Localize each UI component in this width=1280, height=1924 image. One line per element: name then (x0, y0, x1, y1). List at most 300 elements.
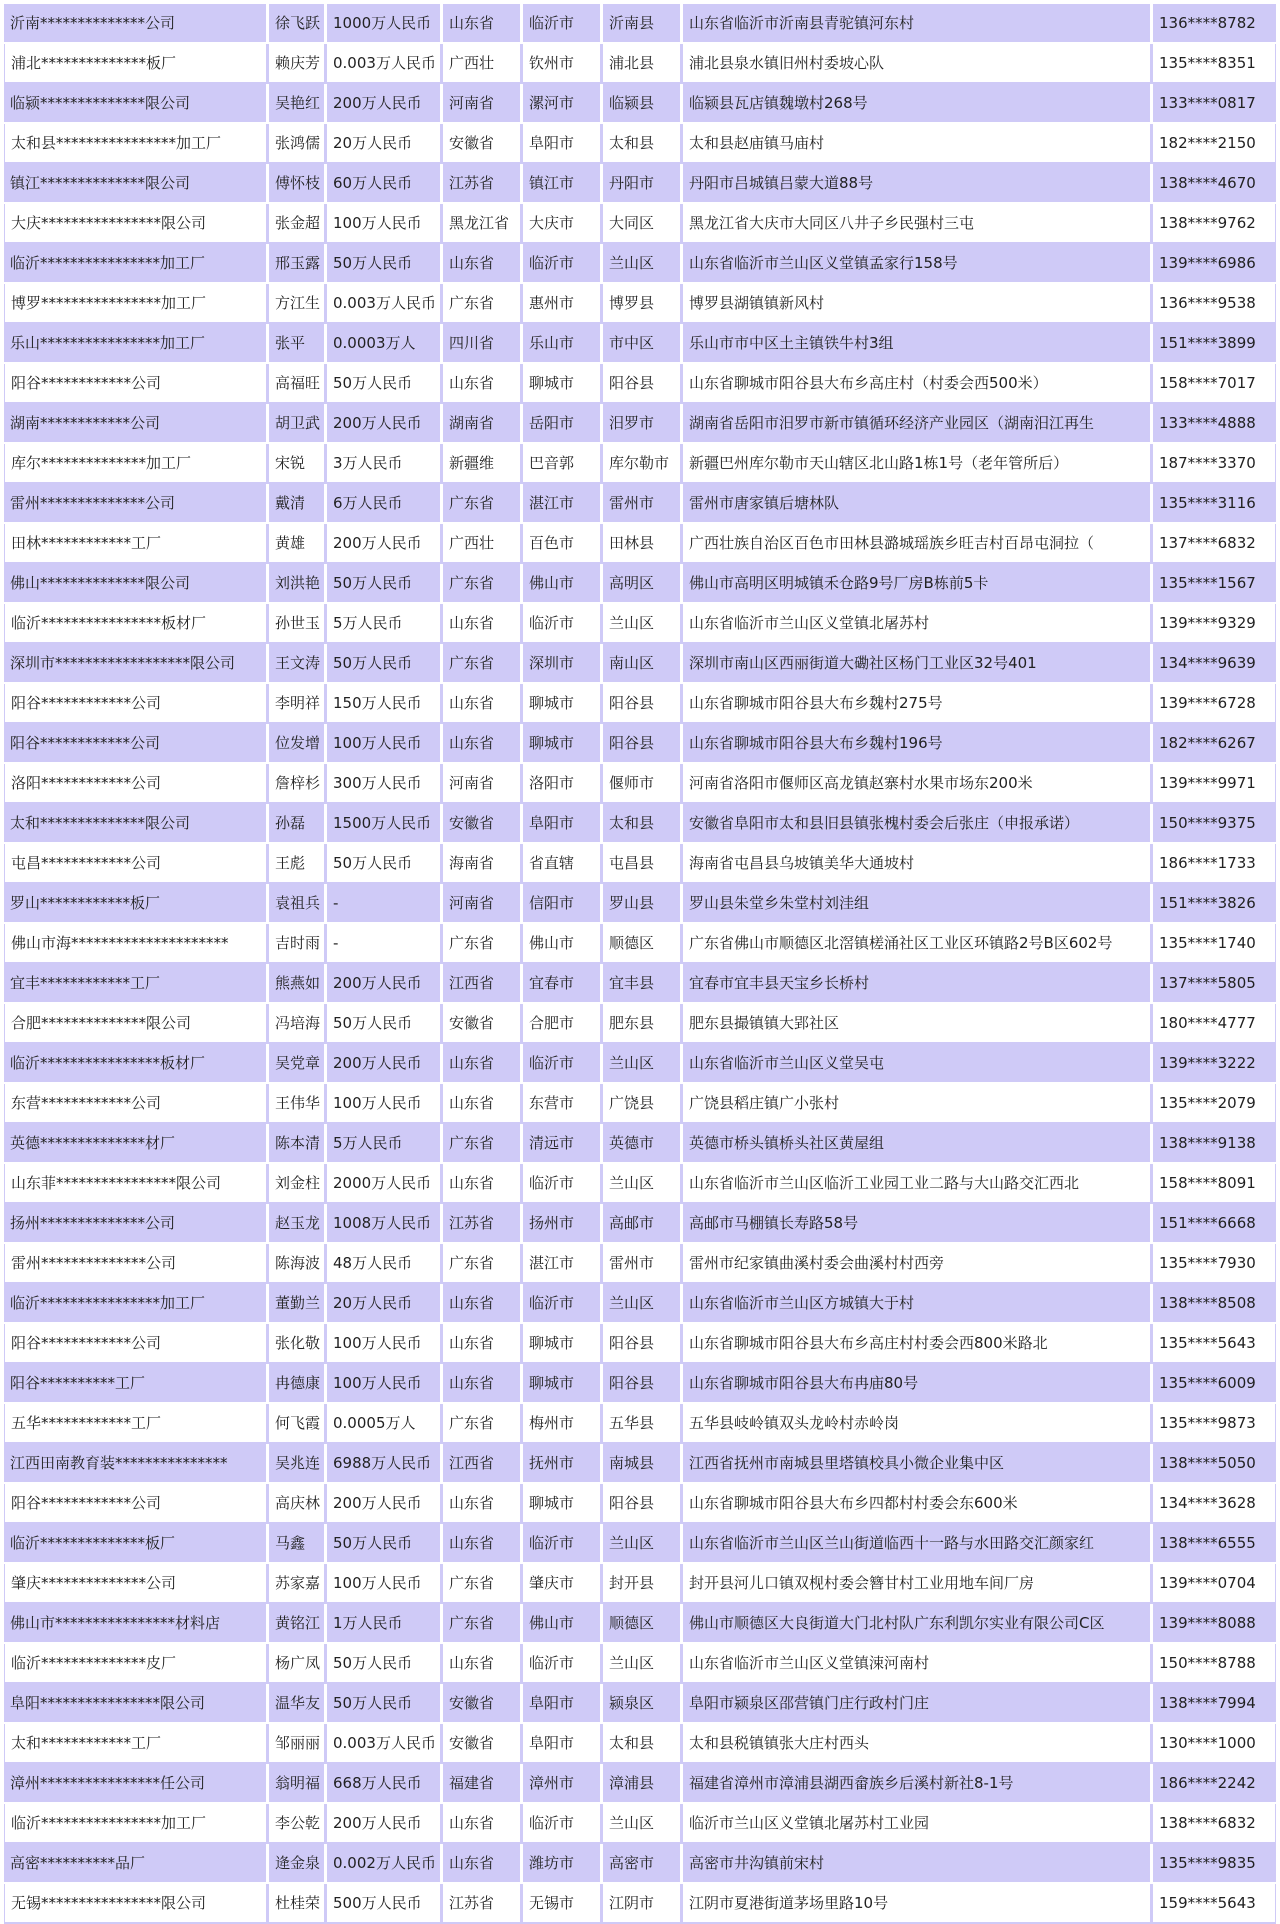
address-cell: 山东省聊城市阳谷县大布乡高庄村（村委会西500米） (680, 364, 1150, 404)
address-cell: 临颍县瓦店镇魏墩村268号 (680, 84, 1150, 124)
city-cell: 临沂市 (520, 604, 600, 644)
registered-capital-cell: 100万人民币 (324, 1084, 440, 1124)
table-row (4, 764, 1276, 804)
phone-cell: 136****8782 (1150, 4, 1276, 44)
address-cell: 山东省聊城市阳谷县大布乡高庄村村委会西800米路北 (680, 1324, 1150, 1364)
table-row (4, 404, 1276, 444)
contact-name-cell: 陈本清 (266, 1124, 324, 1164)
city-cell: 无锡市 (520, 1884, 600, 1924)
registered-capital-cell: 6988万人民币 (324, 1444, 440, 1484)
contact-name-cell: 方江生 (266, 284, 324, 324)
province-cell: 安徽省 (440, 804, 520, 844)
table-row (4, 1444, 1276, 1484)
table-row (4, 1124, 1276, 1164)
province-cell: 河南省 (440, 764, 520, 804)
contact-name-cell: 吉时雨 (266, 924, 324, 964)
address-cell: 高密市井沟镇前宋村 (680, 1844, 1150, 1884)
phone-cell: 139****6986 (1150, 244, 1276, 284)
contact-name-cell: 董勤兰 (266, 1284, 324, 1324)
district-cell: 雷州市 (600, 1244, 680, 1284)
company-name-cell: 临颍**************限公司 (4, 84, 266, 124)
district-cell: 兰山区 (600, 1164, 680, 1204)
contact-name-cell: 邹丽丽 (266, 1724, 324, 1764)
phone-cell: 139****9971 (1150, 764, 1276, 804)
contact-name-cell: 徐飞跃 (266, 4, 324, 44)
contact-name-cell: 吴兆连 (266, 1444, 324, 1484)
city-cell: 深圳市 (520, 644, 600, 684)
registered-capital-cell: 1万人民币 (324, 1604, 440, 1644)
district-cell: 沂南县 (600, 4, 680, 44)
phone-cell: 135****6009 (1150, 1364, 1276, 1404)
contact-name-cell: 刘洪艳 (266, 564, 324, 604)
district-cell: 漳浦县 (600, 1764, 680, 1804)
company-name-cell: 合肥**************限公司 (4, 1004, 266, 1044)
registered-capital-cell: 300万人民币 (324, 764, 440, 804)
company-name-cell: 洛阳************公司 (4, 764, 266, 804)
contact-name-cell: 袁祖兵 (266, 884, 324, 924)
province-cell: 广东省 (440, 1604, 520, 1644)
province-cell: 山东省 (440, 4, 520, 44)
address-cell: 广东省佛山市顺德区北滘镇槎涌社区工业区环镇路2号B区602号 (680, 924, 1150, 964)
company-name-cell: 佛山市****************材料店 (4, 1604, 266, 1644)
city-cell: 阜阳市 (520, 1724, 600, 1764)
city-cell: 湛江市 (520, 1244, 600, 1284)
district-cell: 雷州市 (600, 484, 680, 524)
address-cell: 广西壮族自治区百色市田林县潞城瑶族乡旺吉村百昂屯洞拉（ (680, 524, 1150, 564)
company-name-cell: 五华************工厂 (4, 1404, 266, 1444)
city-cell: 清远市 (520, 1124, 600, 1164)
province-cell: 山东省 (440, 244, 520, 284)
registered-capital-cell: 50万人民币 (324, 244, 440, 284)
province-cell: 山东省 (440, 1164, 520, 1204)
city-cell: 临沂市 (520, 1524, 600, 1564)
table-row (4, 724, 1276, 764)
district-cell: 顺德区 (600, 924, 680, 964)
registered-capital-cell: 200万人民币 (324, 404, 440, 444)
address-cell: 山东省临沂市兰山区方城镇大于村 (680, 1284, 1150, 1324)
company-name-cell: 东营************公司 (4, 1084, 266, 1124)
table-row (4, 844, 1276, 884)
address-cell: 宜春市宜丰县天宝乡长桥村 (680, 964, 1150, 1004)
table-row (4, 1484, 1276, 1524)
company-name-cell: 山东菲****************限公司 (4, 1164, 266, 1204)
phone-cell: 133****4888 (1150, 404, 1276, 444)
registered-capital-cell: 1000万人民币 (324, 4, 440, 44)
province-cell: 山东省 (440, 604, 520, 644)
district-cell: 兰山区 (600, 1644, 680, 1684)
registered-capital-cell: 200万人民币 (324, 1484, 440, 1524)
contact-name-cell: 何飞霞 (266, 1404, 324, 1444)
table-row (4, 364, 1276, 404)
city-cell: 惠州市 (520, 284, 600, 324)
phone-cell: 134****3628 (1150, 1484, 1276, 1524)
phone-cell: 182****6267 (1150, 724, 1276, 764)
contact-name-cell: 戴清 (266, 484, 324, 524)
contact-name-cell: 胡卫武 (266, 404, 324, 444)
phone-cell: 182****2150 (1150, 124, 1276, 164)
province-cell: 黑龙江省 (440, 204, 520, 244)
table-row (4, 1164, 1276, 1204)
company-name-cell: 大庆****************限公司 (4, 204, 266, 244)
district-cell: 博罗县 (600, 284, 680, 324)
registered-capital-cell: 50万人民币 (324, 844, 440, 884)
city-cell: 聊城市 (520, 684, 600, 724)
district-cell: 南山区 (600, 644, 680, 684)
district-cell: 太和县 (600, 124, 680, 164)
contact-name-cell: 刘金柱 (266, 1164, 324, 1204)
city-cell: 临沂市 (520, 1044, 600, 1084)
city-cell: 佛山市 (520, 924, 600, 964)
province-cell: 广东省 (440, 924, 520, 964)
phone-cell: 133****0817 (1150, 84, 1276, 124)
phone-cell: 139****8088 (1150, 1604, 1276, 1644)
address-cell: 山东省临沂市兰山区临沂工业园工业二路与大山路交汇西北 (680, 1164, 1150, 1204)
contact-name-cell: 杜桂荣 (266, 1884, 324, 1924)
district-cell: 英德市 (600, 1124, 680, 1164)
table-row (4, 964, 1276, 1004)
contact-name-cell: 吴党章 (266, 1044, 324, 1084)
province-cell: 山东省 (440, 1044, 520, 1084)
registered-capital-cell: 100万人民币 (324, 1364, 440, 1404)
address-cell: 黑龙江省大庆市大同区八井子乡民强村三屯 (680, 204, 1150, 244)
district-cell: 浦北县 (600, 44, 680, 84)
city-cell: 临沂市 (520, 244, 600, 284)
phone-cell: 151****3826 (1150, 884, 1276, 924)
address-cell: 五华县岐岭镇双头龙岭村赤岭岗 (680, 1404, 1150, 1444)
district-cell: 兰山区 (600, 1804, 680, 1844)
contact-name-cell: 熊燕如 (266, 964, 324, 1004)
table-row (4, 564, 1276, 604)
city-cell: 东营市 (520, 1084, 600, 1124)
company-name-cell: 阳谷**********工厂 (4, 1364, 266, 1404)
address-cell: 高邮市马棚镇长寿路58号 (680, 1204, 1150, 1244)
contact-name-cell: 位发增 (266, 724, 324, 764)
address-cell: 福建省漳州市漳浦县湖西畲族乡后溪村新社8-1号 (680, 1764, 1150, 1804)
registered-capital-cell: 100万人民币 (324, 1324, 440, 1364)
company-name-cell: 阳谷************公司 (4, 1484, 266, 1524)
company-name-cell: 镇江**************限公司 (4, 164, 266, 204)
district-cell: 罗山县 (600, 884, 680, 924)
registered-capital-cell: 500万人民币 (324, 1884, 440, 1924)
contact-name-cell: 杨广凤 (266, 1644, 324, 1684)
district-cell: 兰山区 (600, 244, 680, 284)
registered-capital-cell: 0.0003万人 (324, 324, 440, 364)
district-cell: 阳谷县 (600, 1484, 680, 1524)
company-name-cell: 英德**************材厂 (4, 1124, 266, 1164)
contact-name-cell: 黄雄 (266, 524, 324, 564)
phone-cell: 135****9835 (1150, 1844, 1276, 1884)
company-name-cell: 罗山************板厂 (4, 884, 266, 924)
district-cell: 汨罗市 (600, 404, 680, 444)
contact-name-cell: 王彪 (266, 844, 324, 884)
table-row (4, 124, 1276, 164)
contact-name-cell: 孙世玉 (266, 604, 324, 644)
registered-capital-cell: 0.003万人民币 (324, 44, 440, 84)
contact-name-cell: 张金超 (266, 204, 324, 244)
city-cell: 漯河市 (520, 84, 600, 124)
phone-cell: 135****5643 (1150, 1324, 1276, 1364)
address-cell: 山东省临沂市兰山区义堂镇北屠苏村 (680, 604, 1150, 644)
city-cell: 洛阳市 (520, 764, 600, 804)
table-row (4, 284, 1276, 324)
contact-name-cell: 邢玉露 (266, 244, 324, 284)
contact-name-cell: 吴艳红 (266, 84, 324, 124)
phone-cell: 135****2079 (1150, 1084, 1276, 1124)
table-row (4, 1004, 1276, 1044)
phone-cell: 138****4670 (1150, 164, 1276, 204)
company-name-cell: 湖南************公司 (4, 404, 266, 444)
contact-name-cell: 赖庆芳 (266, 44, 324, 84)
table-row (4, 1084, 1276, 1124)
company-name-cell: 临沂****************板材厂 (4, 1044, 266, 1084)
registered-capital-cell: 50万人民币 (324, 564, 440, 604)
province-cell: 安徽省 (440, 1724, 520, 1764)
company-name-cell: 博罗****************加工厂 (4, 284, 266, 324)
registered-capital-cell: 200万人民币 (324, 1804, 440, 1844)
company-name-cell: 雷州**************公司 (4, 484, 266, 524)
contact-name-cell: 詹梓杉 (266, 764, 324, 804)
table-row (4, 804, 1276, 844)
registered-capital-cell: 6万人民币 (324, 484, 440, 524)
contact-name-cell: 李明祥 (266, 684, 324, 724)
address-cell: 河南省洛阳市偃师区高龙镇赵寨村水果市场东200米 (680, 764, 1150, 804)
address-cell: 佛山市顺德区大良街道大门北村队广东利凯尔实业有限公司C区 (680, 1604, 1150, 1644)
province-cell: 福建省 (440, 1764, 520, 1804)
province-cell: 广东省 (440, 484, 520, 524)
city-cell: 巴音郭 (520, 444, 600, 484)
address-cell: 山东省聊城市阳谷县大布冉庙80号 (680, 1364, 1150, 1404)
company-name-cell: 阳谷************公司 (4, 684, 266, 724)
city-cell: 镇江市 (520, 164, 600, 204)
province-cell: 广东省 (440, 1124, 520, 1164)
registered-capital-cell: 20万人民币 (324, 1284, 440, 1324)
company-name-cell: 临沂**************板厂 (4, 1524, 266, 1564)
table-row (4, 1844, 1276, 1884)
district-cell: 高密市 (600, 1844, 680, 1884)
company-name-cell: 库尔**************加工厂 (4, 444, 266, 484)
company-name-cell: 宜丰************工厂 (4, 964, 266, 1004)
district-cell: 田林县 (600, 524, 680, 564)
phone-cell: 150****8788 (1150, 1644, 1276, 1684)
phone-cell: 138****6555 (1150, 1524, 1276, 1564)
contact-name-cell: 宋锐 (266, 444, 324, 484)
company-name-cell: 阳谷************公司 (4, 1324, 266, 1364)
address-cell: 雷州市唐家镇后塘林队 (680, 484, 1150, 524)
province-cell: 广东省 (440, 284, 520, 324)
table-row (4, 1244, 1276, 1284)
phone-cell: 135****1740 (1150, 924, 1276, 964)
company-name-cell: 沂南**************公司 (4, 4, 266, 44)
district-cell: 临颍县 (600, 84, 680, 124)
address-cell: 佛山市高明区明城镇禾仓路9号厂房B栋前5卡 (680, 564, 1150, 604)
city-cell: 湛江市 (520, 484, 600, 524)
city-cell: 佛山市 (520, 564, 600, 604)
company-name-cell: 阳谷************公司 (4, 364, 266, 404)
company-name-cell: 阜阳****************限公司 (4, 1684, 266, 1724)
district-cell: 丹阳市 (600, 164, 680, 204)
table-row (4, 324, 1276, 364)
contact-name-cell: 陈海波 (266, 1244, 324, 1284)
province-cell: 河南省 (440, 884, 520, 924)
company-name-cell: 乐山****************加工厂 (4, 324, 266, 364)
table-row (4, 1884, 1276, 1924)
registered-capital-cell: 200万人民币 (324, 84, 440, 124)
company-name-cell: 高密**********品厂 (4, 1844, 266, 1884)
address-cell: 海南省屯昌县乌坡镇美华大通坡村 (680, 844, 1150, 884)
registered-capital-cell: 50万人民币 (324, 1684, 440, 1724)
address-cell: 临沂市兰山区义堂镇北屠苏村工业园 (680, 1804, 1150, 1844)
phone-cell: 134****9639 (1150, 644, 1276, 684)
province-cell: 江苏省 (440, 1884, 520, 1924)
registered-capital-cell: 1500万人民币 (324, 804, 440, 844)
company-name-cell: 佛山**************限公司 (4, 564, 266, 604)
province-cell: 山东省 (440, 364, 520, 404)
city-cell: 梅州市 (520, 1404, 600, 1444)
province-cell: 山东省 (440, 1284, 520, 1324)
city-cell: 漳州市 (520, 1764, 600, 1804)
phone-cell: 158****7017 (1150, 364, 1276, 404)
district-cell: 兰山区 (600, 1044, 680, 1084)
table-row (4, 484, 1276, 524)
district-cell: 偃师市 (600, 764, 680, 804)
province-cell: 广东省 (440, 1564, 520, 1604)
contact-name-cell: 逄金泉 (266, 1844, 324, 1884)
company-name-cell: 阳谷************公司 (4, 724, 266, 764)
city-cell: 临沂市 (520, 1644, 600, 1684)
phone-cell: 150****9375 (1150, 804, 1276, 844)
district-cell: 肥东县 (600, 1004, 680, 1044)
registered-capital-cell: 100万人民币 (324, 724, 440, 764)
contact-name-cell: 孙磊 (266, 804, 324, 844)
contact-name-cell: 高庆林 (266, 1484, 324, 1524)
company-name-cell: 雷州**************公司 (4, 1244, 266, 1284)
address-cell: 山东省临沂市兰山区义堂吴屯 (680, 1044, 1150, 1084)
province-cell: 安徽省 (440, 124, 520, 164)
address-cell: 山东省聊城市阳谷县大布乡魏村196号 (680, 724, 1150, 764)
city-cell: 信阳市 (520, 884, 600, 924)
phone-cell: 138****9762 (1150, 204, 1276, 244)
address-cell: 封开县河儿口镇双枧村委会簪甘村工业用地车间厂房 (680, 1564, 1150, 1604)
table-row (4, 604, 1276, 644)
address-cell: 太和县税镇镇张大庄村西头 (680, 1724, 1150, 1764)
table-row (4, 1724, 1276, 1764)
company-name-cell: 屯昌************公司 (4, 844, 266, 884)
phone-cell: 158****8091 (1150, 1164, 1276, 1204)
phone-cell: 138****5050 (1150, 1444, 1276, 1484)
phone-cell: 138****6832 (1150, 1804, 1276, 1844)
province-cell: 山东省 (440, 1484, 520, 1524)
province-cell: 广西壮 (440, 524, 520, 564)
province-cell: 山东省 (440, 1084, 520, 1124)
address-cell: 太和县赵庙镇马庙村 (680, 124, 1150, 164)
phone-cell: 187****3370 (1150, 444, 1276, 484)
province-cell: 山东省 (440, 684, 520, 724)
address-cell: 阜阳市颍泉区邵营镇门庄行政村门庄 (680, 1684, 1150, 1724)
city-cell: 宜春市 (520, 964, 600, 1004)
table-row (4, 4, 1276, 44)
district-cell: 阳谷县 (600, 1364, 680, 1404)
table-row (4, 444, 1276, 484)
phone-cell: 130****1000 (1150, 1724, 1276, 1764)
city-cell: 合肥市 (520, 1004, 600, 1044)
registered-capital-cell: 2000万人民币 (324, 1164, 440, 1204)
address-cell: 浦北县泉水镇旧州村委坡心队 (680, 44, 1150, 84)
registered-capital-cell: 0.0005万人 (324, 1404, 440, 1444)
city-cell: 聊城市 (520, 1364, 600, 1404)
table-row (4, 1604, 1276, 1644)
company-name-cell: 太和县****************加工厂 (4, 124, 266, 164)
table-row (4, 524, 1276, 564)
address-cell: 山东省聊城市阳谷县大布乡魏村275号 (680, 684, 1150, 724)
address-cell: 广饶县稻庄镇广小张村 (680, 1084, 1150, 1124)
phone-cell: 135****3116 (1150, 484, 1276, 524)
table-row (4, 1684, 1276, 1724)
province-cell: 广东省 (440, 1244, 520, 1284)
province-cell: 河南省 (440, 84, 520, 124)
registered-capital-cell: 200万人民币 (324, 1044, 440, 1084)
registered-capital-cell: 100万人民币 (324, 204, 440, 244)
district-cell: 顺德区 (600, 1604, 680, 1644)
phone-cell: 138****9138 (1150, 1124, 1276, 1164)
contact-name-cell: 冯培海 (266, 1004, 324, 1044)
contact-name-cell: 张化敬 (266, 1324, 324, 1364)
district-cell: 阳谷县 (600, 364, 680, 404)
registered-capital-cell: 50万人民币 (324, 364, 440, 404)
district-cell: 兰山区 (600, 604, 680, 644)
address-cell: 江阴市夏港街道茅场里路10号 (680, 1884, 1150, 1924)
district-cell: 市中区 (600, 324, 680, 364)
table-row (4, 1044, 1276, 1084)
registered-capital-cell: 668万人民币 (324, 1764, 440, 1804)
registered-capital-cell: 150万人民币 (324, 684, 440, 724)
city-cell: 省直辖 (520, 844, 600, 884)
province-cell: 山东省 (440, 1844, 520, 1884)
phone-cell: 159****5643 (1150, 1884, 1276, 1924)
registered-capital-cell: 0.003万人民币 (324, 284, 440, 324)
phone-cell: 137****6832 (1150, 524, 1276, 564)
city-cell: 聊城市 (520, 724, 600, 764)
city-cell: 临沂市 (520, 1284, 600, 1324)
company-name-cell: 临沂****************加工厂 (4, 1804, 266, 1844)
registered-capital-cell: 3万人民币 (324, 444, 440, 484)
contact-name-cell: 冉德康 (266, 1364, 324, 1404)
phone-cell: 135****9873 (1150, 1404, 1276, 1444)
province-cell: 山东省 (440, 1364, 520, 1404)
address-cell: 乐山市市中区土主镇铁牛村3组 (680, 324, 1150, 364)
province-cell: 山东省 (440, 1804, 520, 1844)
company-name-cell: 临沂**************皮厂 (4, 1644, 266, 1684)
address-cell: 山东省临沂市兰山区义堂镇涑河南村 (680, 1644, 1150, 1684)
company-name-cell: 肇庆**************公司 (4, 1564, 266, 1604)
registered-capital-cell: 60万人民币 (324, 164, 440, 204)
district-cell: 江阴市 (600, 1884, 680, 1924)
registered-capital-cell: 50万人民币 (324, 644, 440, 684)
address-cell: 山东省临沂市兰山区义堂镇孟家行158号 (680, 244, 1150, 284)
city-cell: 扬州市 (520, 1204, 600, 1244)
city-cell: 临沂市 (520, 4, 600, 44)
address-cell: 博罗县湖镇镇新风村 (680, 284, 1150, 324)
table-row (4, 884, 1276, 924)
records-sheet (4, 4, 1276, 1924)
district-cell: 兰山区 (600, 1524, 680, 1564)
phone-cell: 180****4777 (1150, 1004, 1276, 1044)
company-name-cell: 佛山市海********************* (4, 924, 266, 964)
table-row (4, 924, 1276, 964)
district-cell: 宜丰县 (600, 964, 680, 1004)
registered-capital-cell: 0.002万人民币 (324, 1844, 440, 1884)
registered-capital-cell: 50万人民币 (324, 1524, 440, 1564)
phone-cell: 135****7930 (1150, 1244, 1276, 1284)
